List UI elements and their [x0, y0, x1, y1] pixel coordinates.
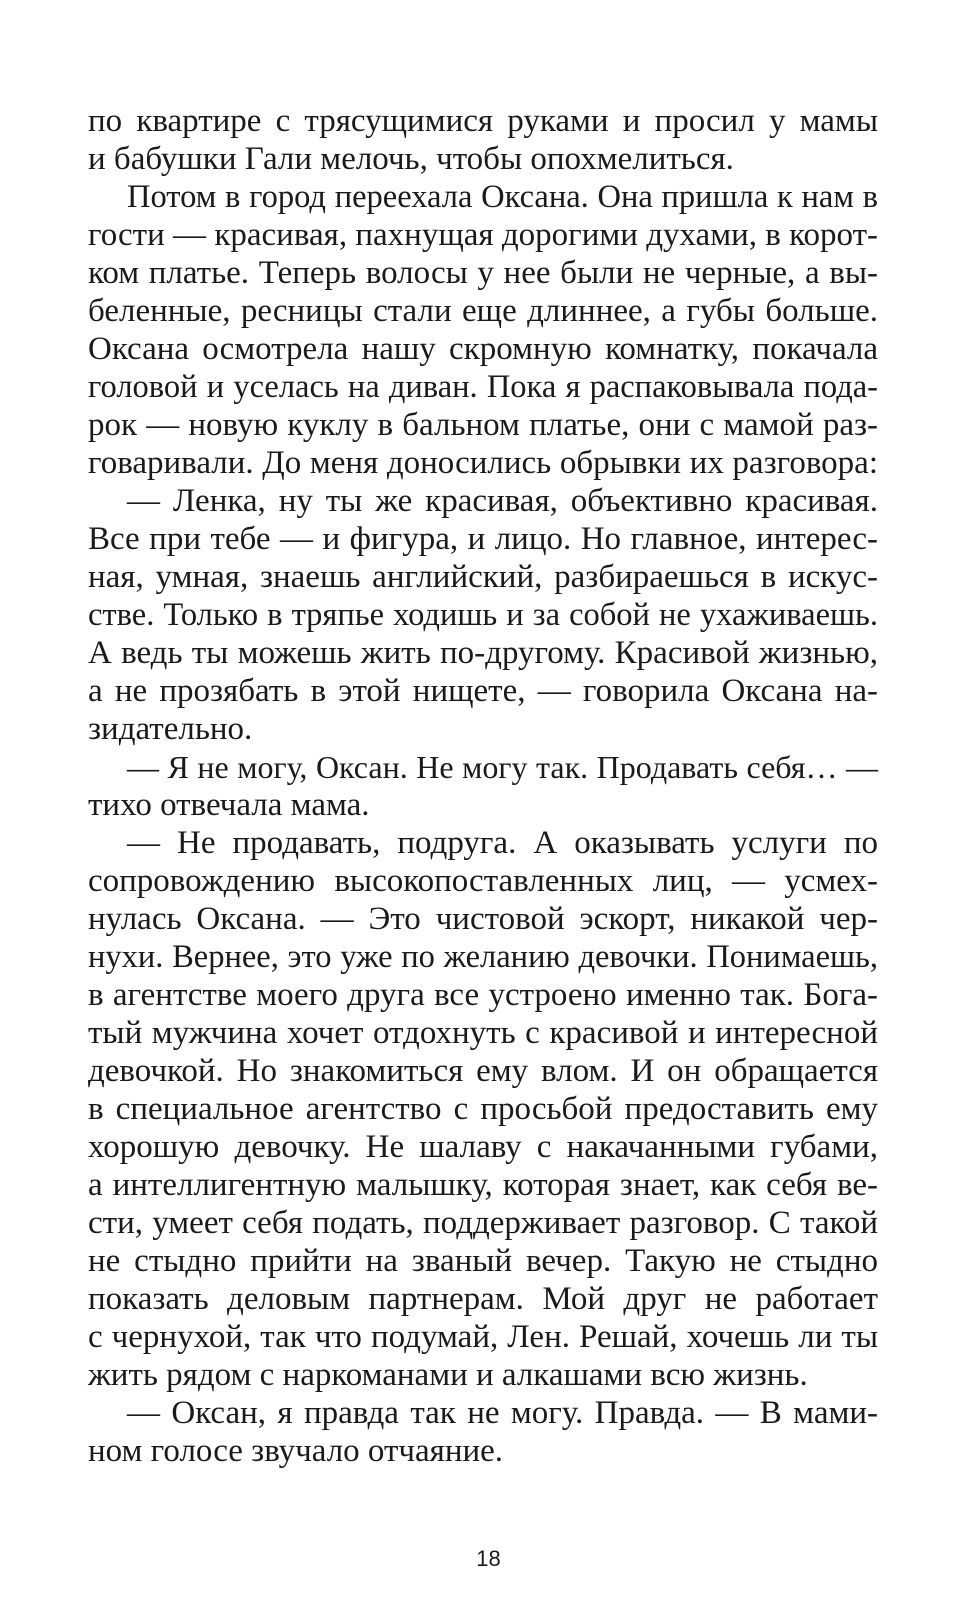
text-line: в специальное агентство с просьбой предоставить ему — [88, 1091, 878, 1127]
text-line: нухи. Вернее, это уже по желанию девочки. Понимаешь, — [88, 939, 878, 975]
text-line: — Оксан, я правда так не могу. Правда. — В мами- — [127, 1395, 878, 1431]
text-line: сти, умеет себя подать, поддерживает разговор. С такой — [88, 1205, 878, 1241]
text-line: не стыдно прийти на званый вечер. Такую не стыдно — [88, 1243, 878, 1279]
text-line: — Не продавать, подруга. А оказывать услуги по — [127, 825, 878, 861]
text-line: нулась Оксана. — Это чистовой эскорт, никакой чер- — [88, 901, 878, 937]
text-line: Оксана осмотрела нашу скромную комнатку, покачала — [88, 331, 878, 367]
text-line: девочкой. Но знакомиться ему влом. И он обращается — [88, 1053, 878, 1089]
text-line: ном голосе звучало отчаяние. — [88, 1433, 504, 1469]
text-line: Все при тебе — и фигура, и лицо. Но главное, интерес- — [88, 521, 878, 557]
text-line: жить рядом с наркоманами и алкашами всю жизнь. — [88, 1357, 808, 1393]
text-line: А ведь ты можешь жить по-другому. Красивой жизнью, — [88, 635, 878, 671]
text-line: — Я не могу, Оксан. Не могу так. Продавать себя… — — [127, 749, 878, 785]
text-line: стве. Только в тряпье ходишь и за собой не ухаживаешь. — [88, 597, 878, 633]
text-line: ная, умная, знаешь английский, разбираешься в искус- — [88, 559, 878, 595]
page-number: 18 — [476, 1546, 501, 1571]
text-line: говаривали. До меня доносились обрывки их разговора: — [88, 445, 878, 481]
text-line: беленные, ресницы стали еще длиннее, а губы больше. — [88, 293, 878, 329]
text-line: рок — новую куклу в бальном платье, они с мамой раз- — [88, 407, 878, 443]
text-line: с чернухой, так что подумай, Лен. Решай, хочешь ли ты — [88, 1319, 878, 1355]
text-line: и бабушки Гали мелочь, чтобы опохмелиться. — [88, 141, 734, 177]
text-line: тый мужчина хочет отдохнуть с красивой и интересной — [88, 1015, 878, 1051]
text-line: головой и уселась на диван. Пока я распаковывала пода- — [88, 369, 878, 405]
text-line: сопровождению высокопоставленных лиц, — усмех- — [88, 863, 878, 899]
text-line: гости — красивая, пахнущая дорогими духами, в корот- — [88, 217, 878, 253]
text-line: в агентстве моего друга все устроено именно так. Бога- — [88, 977, 878, 1013]
text-line: ком платье. Теперь волосы у нее были не черные, а вы- — [88, 255, 878, 291]
text-line: хорошую девочку. Не шалаву с накачанными губами, — [88, 1129, 878, 1165]
text-line: — Ленка, ну ты же красивая, объективно красивая. — [127, 483, 878, 519]
text-line: зидательно. — [88, 711, 253, 747]
text-line: а интеллигентную малышку, которая знает, как себя ве- — [88, 1167, 878, 1203]
text-line: показать деловым партнерам. Мой друг не работает — [88, 1281, 878, 1317]
text-line: тихо отвечала мама. — [88, 787, 370, 823]
text-line: а не прозябать в этой нищете, — говорила Оксана на- — [88, 673, 878, 709]
text-line: по квартире с трясущимися руками и просил у мамы — [88, 103, 878, 139]
text-line: Потом в город переехала Оксана. Она пришла к нам в — [127, 179, 878, 215]
